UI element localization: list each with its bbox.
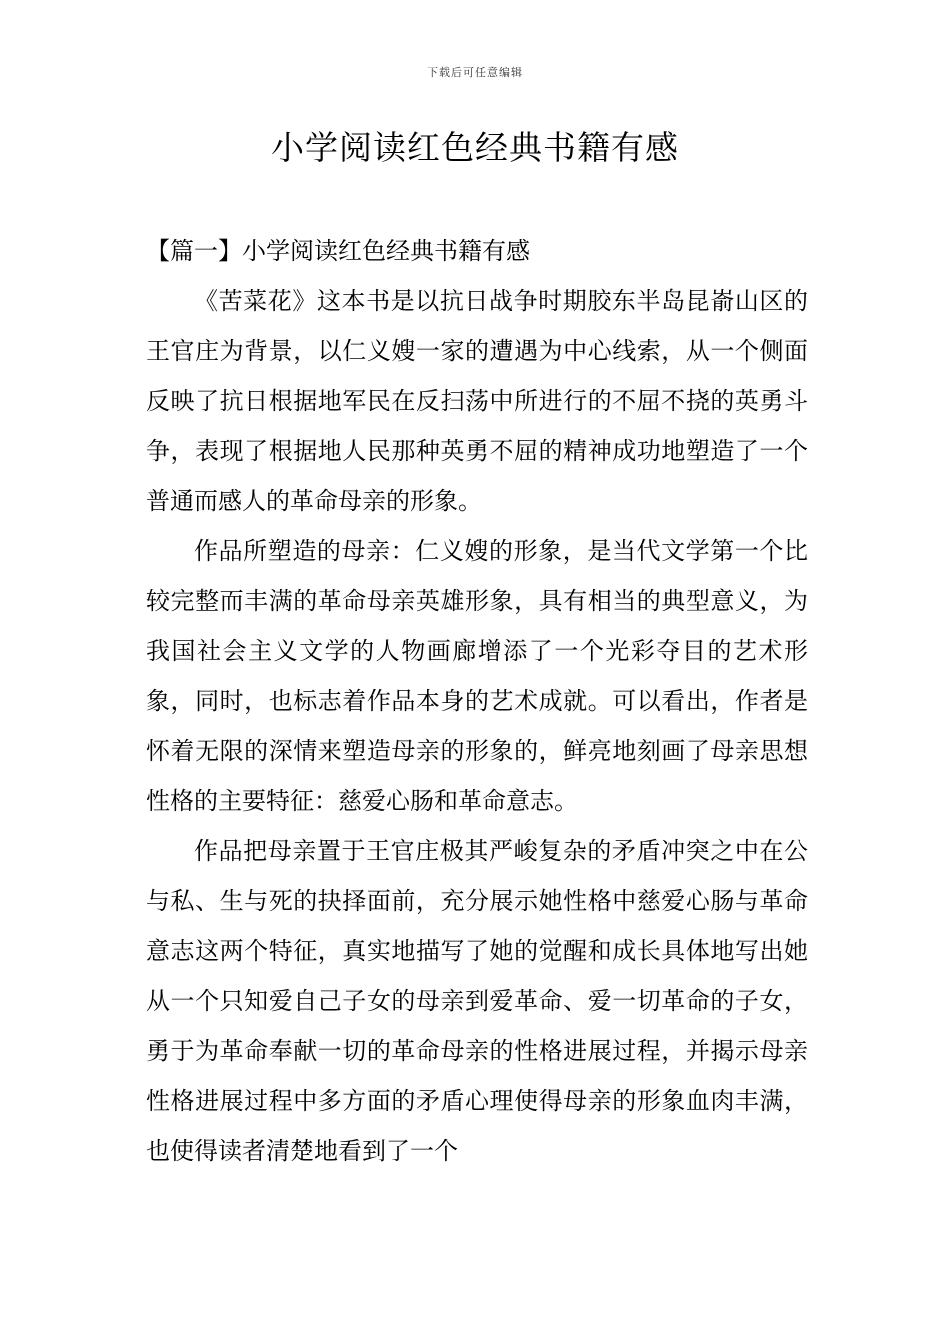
header-note: 下载后可任意编辑 <box>427 66 523 79</box>
paragraph-2: 作品所塑造的母亲：仁义嫂的形象，是当代文学第一个比较完整而丰满的革命母亲英雄形象，具有相当的典型意义，为我国社会主义文学的人物画廊增添了一个光彩夺目的艺术形象，同时，也标志着作品本身的艺术成就。可以看出，作者是怀着无限的深情来塑造母亲的形象的，鲜亮地刻画了母亲思想性格的主要特征：慈爱心肠和革命意志。 <box>146 537 808 815</box>
document-body <box>146 226 808 1176</box>
section-heading: 【篇一】小学阅读红色经典书籍有感 <box>146 237 530 265</box>
document-title: 小学阅读红色经典书籍有感 <box>271 128 679 167</box>
paragraph-3: 作品把母亲置于王官庄极其严峻复杂的矛盾冲突之中在公与私、生与死的抉择面前，充分展示她性格中慈爱心肠与革命意志这两个特征，真实地描写了她的觉醒和成长具体地写出她从一个只知爱自己子女的母亲到爱革命、爱一切革命的子女，勇于为革命奉献一切的革命母亲的性格进展过程，并揭示母亲性格进展过程中多方面的矛盾心理使得母亲的形象血肉丰满，也使得读者清楚地看到了一个 <box>146 837 808 1165</box>
paragraph-1: 《苦菜花》这本书是以抗日战争时期胶东半岛昆嵛山区的王官庄为背景，以仁义嫂一家的遭遇为中心线索，从一个侧面反映了抗日根据地军民在反扫荡中所进行的不屈不挠的英勇斗争，表现了根据地人民那种英勇不屈的精神成功地塑造了一个普通而感人的革命母亲的形象。 <box>146 287 808 515</box>
